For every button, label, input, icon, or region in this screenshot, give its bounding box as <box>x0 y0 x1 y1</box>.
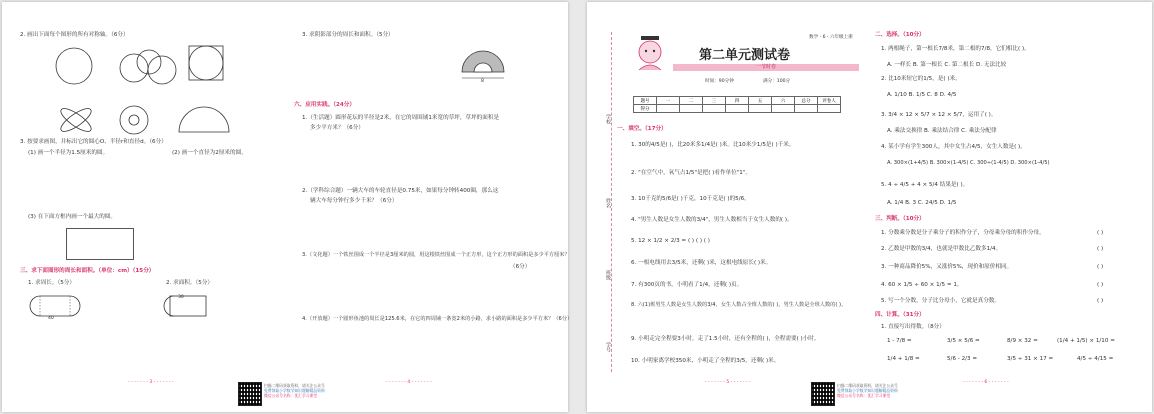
footer-info: 扫描二维码获取资料，请关注公众号 免费领取小学数学知识题解精品资料 微信公众号名称：优汇学习课堂 <box>837 383 898 398</box>
circle-figures <box>54 42 234 92</box>
judge-2: 2. 乙数是甲数的3/4，也就是甲数比乙数多1/4。 <box>881 246 1002 252</box>
drawing-box <box>66 228 134 260</box>
footer-info: 扫描二维码获取资料，请关注公众号 免费领取小学数学知识题解精品资料 微信公众号名称：优汇学习课堂 <box>264 383 325 398</box>
left-page <box>2 2 573 412</box>
side-label-school: 学校 <box>605 114 611 124</box>
app-4-line-1: 4.（开放题）一个圆形鱼池的周长是125.6米，在它的四周铺一条宽2米的小路，求小路的面积是多少平方米？（6分） <box>302 316 573 322</box>
calc-item: 1 - 7/8 = <box>887 338 912 344</box>
s3-2-dimension: 30 <box>178 295 184 300</box>
full-score: 满分：100分 <box>763 79 791 84</box>
calc-item: 1/4 + 1/8 = <box>887 356 920 362</box>
score-header-cell: 题号 <box>634 97 657 105</box>
section-3-heading-right: 三、判断。（10分） <box>875 216 925 222</box>
score-header-cell: 五 <box>749 97 772 105</box>
s3-question-1: 1. 求周长。（5分） <box>28 280 76 286</box>
score-table <box>633 96 841 113</box>
judge-1: 1. 分数乘分数是分子乘分子的积作分子，分母乘分母的积作分母。 <box>881 230 1045 236</box>
section-4-heading: 四、计算。（31分） <box>875 312 925 318</box>
judge-5-mark: ( ) <box>1097 298 1104 304</box>
score-header-cell: 四 <box>726 97 749 105</box>
section-6-heading: 六、应用实践。（24分） <box>294 102 355 108</box>
page-title: 第二单元测试卷 <box>699 48 791 63</box>
choice-1: 1. 两根绳子，第一根长7/8米，第二根的7/8，它们相比( )。 <box>881 46 1030 52</box>
judge-5: 5. 写一个分数，分子比分母小，它就是真分数。 <box>881 298 1000 304</box>
calc-item: 8/9 × 32 = <box>1007 338 1038 344</box>
calc-item: 5/6 - 2/3 = <box>947 356 978 362</box>
fill-1: 1. 30的4/5是( )，比20米多1/4是( )米。比10米少1/5是( )千米。 <box>631 142 795 148</box>
fill-9: 9. 小明走完全程要3小时，走了1.5小时，还有全程的( )，全程需要( )小时。 <box>631 336 820 342</box>
question-3: 3. 按要求画图，并标出它的圆心O、半径r和直径d。（6分） <box>20 139 167 145</box>
choice-1-options: A. 一样长 B. 第一根长 C. 第二根长 D. 无法比较 <box>887 62 1007 68</box>
app-3-line-1: 3.（文化题）一个铁丝围成一个半径是3厘米的圆，用这根铁丝围成一个正方形，这个正方形的面积是多少平方厘米？ <box>302 252 570 258</box>
fill-8: 8. 六(1)班男生人数是女生人数的3/4，女生人数占全班人数的( )，男生人数是全班人数的( )。 <box>631 302 847 308</box>
fill-3: 3. 10千克的5/6是( )千克，10千克是( )的5/6。 <box>631 196 750 202</box>
side-label-name: 姓名 <box>605 198 611 208</box>
fill-10: 10. 小明家离学校350米，小明走了全程的3/5，还剩( )米。 <box>631 358 780 364</box>
score-header-cell: 评卷人 <box>818 97 841 105</box>
app-1-line-2: 多少平方米？（6分） <box>310 125 364 131</box>
app-3-line-2: （6分） <box>510 264 531 270</box>
app-2-line-1: 2.（学科综合题）一辆大车的车轮直径是0.75米，如果每分钟转400圈，那么这 <box>302 188 499 194</box>
section-2-heading: 二、选择。（10分） <box>875 32 925 38</box>
choice-2-options: A. 1/10 B. 1/5 C. 8 D. 4/5 <box>887 92 957 98</box>
score-row-label: 得分 <box>634 105 657 113</box>
page-number-3: - - - - - - - 3 - - - - - - - <box>128 380 174 385</box>
right-page <box>587 2 1152 412</box>
judge-4: 4. 60 × 1/5 ÷ 60 × 1/5 = 1。 <box>881 282 963 288</box>
judge-3: 3. 一种商品降价5%，又涨价5%，现价和原价相同。 <box>881 264 1013 270</box>
mascot-icon <box>633 32 667 76</box>
s3-question-2: 2. 求面积。（5分） <box>166 280 214 286</box>
choice-2: 2. 比10米短它的1/5，是( )米。 <box>881 76 961 82</box>
calc-item: 3/5 × 5/6 = <box>947 338 980 344</box>
header-right: 数学 · 6 · 六年级上册 <box>809 35 853 40</box>
judge-2-mark: ( ) <box>1097 246 1104 252</box>
judge-3-mark: ( ) <box>1097 264 1104 270</box>
calc-item: (1/4 + 1/5) × 1/10 = <box>1057 338 1115 344</box>
score-header-cell: 一 <box>657 97 680 105</box>
fill-7: 7. 有300页的书，小明看了1/4，还剩( )页。 <box>631 282 743 288</box>
app-2-line-2: 辆大车每分钟行多少千米？（6分） <box>310 198 398 204</box>
qr-code-icon[interactable] <box>238 382 262 406</box>
calc-item: 3/5 ÷ 31 × 17 = <box>1007 356 1054 362</box>
choice-5-options: A. 1/4 B. 3 C. 24/5 D. 1/5 <box>887 200 957 206</box>
section-3-heading: 三、求下面图形的周长和面积。（单位：cm）（15分） <box>20 268 155 274</box>
qr-code-icon[interactable] <box>811 382 835 406</box>
fill-4: 4. "男生人数是女生人数的3/4"，男生人数相当于女生人数的( )。 <box>631 217 793 223</box>
section-1-heading: 一、填空。（17分） <box>617 126 667 132</box>
score-header-cell: 三 <box>703 97 726 105</box>
rect-semicircle-shape <box>166 292 216 320</box>
choice-4: 4. 某小学有学生300人，其中女生占4/5，女生人数是( )。 <box>881 144 1026 150</box>
page-number-6: - - - - - - - 6 - - - - - - - <box>963 380 1009 385</box>
s3-question-3: 3. 求阴影部分的周长和面积。（5分） <box>302 32 394 38</box>
time-limit: 时间：90分钟 <box>705 79 734 84</box>
page-number-4: - - - - - - - 4 - - - - - - - <box>386 380 432 385</box>
app-1-line-1: 1.（生活题）圆形花坛的半径是2米，在它的周围铺1米宽的草坪，草坪的面积是 <box>302 115 500 121</box>
petal-figures <box>54 102 234 138</box>
question-2: 2. 画出下面每个图形的所有对称轴。（6分） <box>20 32 129 38</box>
score-header-cell: 二 <box>680 97 703 105</box>
score-header-cell: 总分 <box>795 97 818 105</box>
fill-2: 2. "在空气中，氧气占1/5"是把( )看作单位"1"。 <box>631 170 752 176</box>
judge-1-mark: ( ) <box>1097 230 1104 236</box>
score-header-cell: 六 <box>772 97 795 105</box>
s3-1-dimension: 40 <box>48 316 54 321</box>
question-3-3: (3) 在下面方框内画一个最大的圆。 <box>28 214 117 220</box>
fill-5: 5. 12 × 1/2 × 2/3 = ( ) ( ) ( ) <box>631 238 710 244</box>
judge-4-mark: ( ) <box>1097 282 1104 288</box>
side-label-id: 学号 <box>605 342 611 352</box>
choice-3: 3. 3/4 × 12 × 5/7 × 12 × 5/7，运用了( )。 <box>881 112 997 118</box>
choice-5: 5. 4 ÷ 4/5 + 4 × 5/4 结果是( )。 <box>881 182 969 188</box>
question-3-1: (1) 画一个半径为1.5厘米的圆。 <box>28 150 109 156</box>
calc-1: 1. 直接写出得数。（8分） <box>881 324 945 330</box>
page-number-5: - - - - - - - 5 - - - - - - - <box>705 380 751 385</box>
fill-6: 6. 一根电线用去3/5米，还剩( )米，这根电线原长( )米。 <box>631 260 772 266</box>
subtitle-bar: 一节时卷 <box>673 64 859 71</box>
question-3-2: (2) 画一个直径为2厘米的圆。 <box>172 150 247 156</box>
calc-item: 4/5 ÷ 4/15 = <box>1077 356 1114 362</box>
choice-3-options: A. 乘法交换律 B. 乘法结合律 C. 乘法分配律 <box>887 128 997 134</box>
stadium-shape <box>26 292 86 320</box>
side-label-class: 班级 <box>605 270 611 280</box>
choice-4-options: A. 300×(1+4/5) B. 300×(1-4/5) C. 300÷(1-4/5) D. 300×(1-4/5) <box>887 160 1050 166</box>
s3-3-dimension: 8 <box>481 79 484 84</box>
